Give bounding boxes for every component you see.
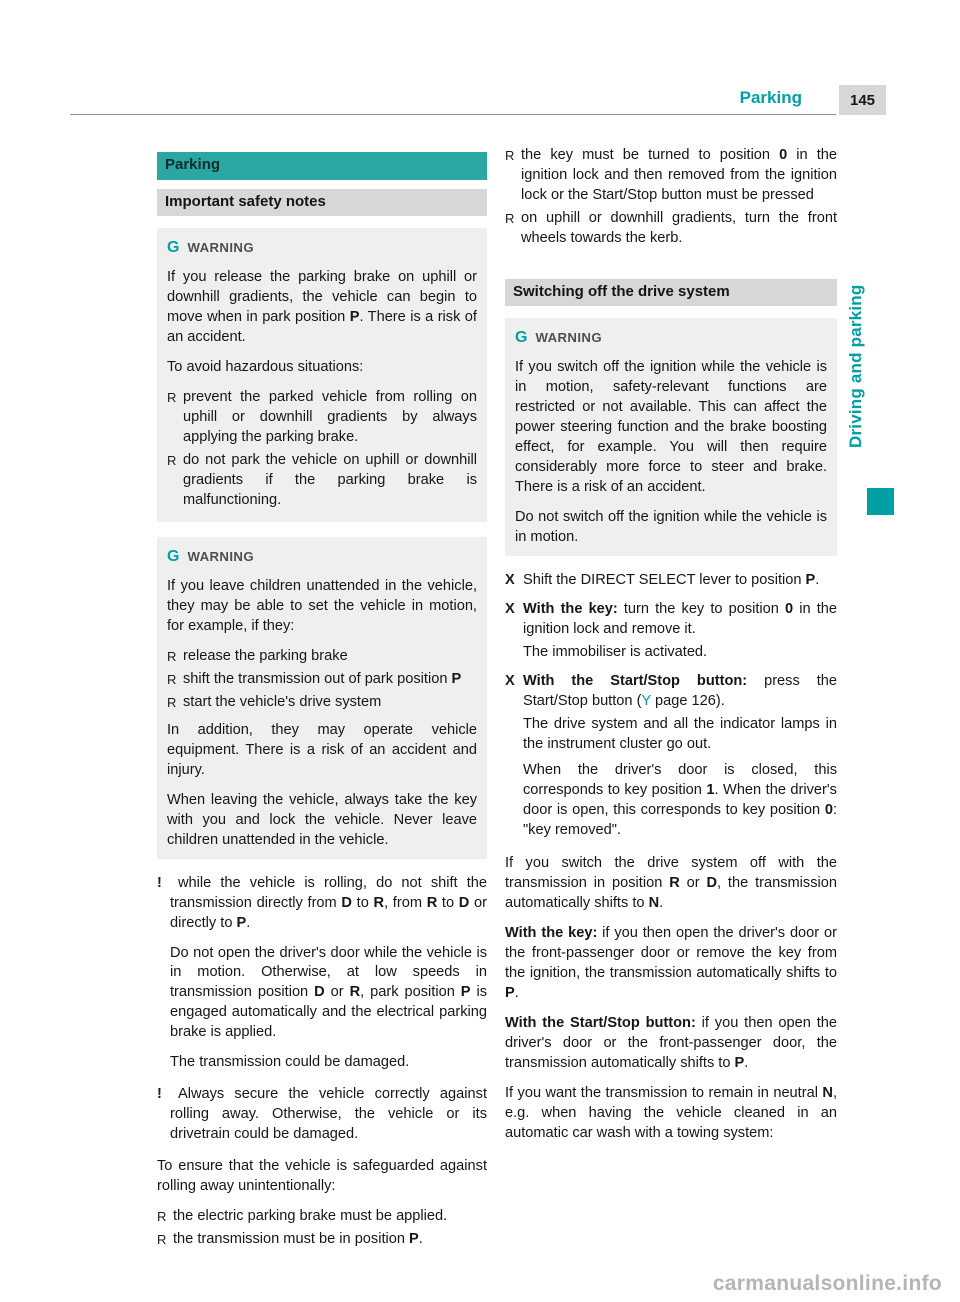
bullet-item xyxy=(505,209,837,249)
bullet-icon: R xyxy=(167,389,177,405)
step-arrow-icon: X xyxy=(505,572,515,589)
bullet-item xyxy=(167,670,477,690)
bullet-icon: R xyxy=(167,452,177,468)
bullet-icon: R xyxy=(157,1209,167,1225)
bullet-icon: R xyxy=(167,694,177,710)
bullet-item xyxy=(167,388,477,448)
step-text: With the key: turn the key to position 0 in the ignition lock and remove it. xyxy=(523,601,837,638)
bullet-icon: R xyxy=(167,671,177,687)
damage-note-rolling-away xyxy=(157,1085,487,1145)
chapter-tab-label: Driving and parking xyxy=(846,284,865,448)
step-item xyxy=(505,600,837,666)
step-arrow-icon: X xyxy=(505,601,515,618)
note-paragraph: Do not open the driver's door while the vehicle is in motion. Otherwise, at low speeds in transmission position D or R, park position P is engaged automatically and the electrical parking brake is applied. xyxy=(170,944,487,1041)
bullet-text: the key must be turned to position 0 in the ignition lock and then removed from the ignition lock or the Start/Stop button must be pressed xyxy=(521,147,837,203)
paragraph: To ensure that the vehicle is safeguarded against rolling away unintentionally: xyxy=(157,1158,487,1195)
section-title-parking: Parking xyxy=(157,152,487,180)
chapter-tab-marker xyxy=(867,488,894,515)
step-body xyxy=(523,600,837,666)
damage-note-shifting xyxy=(157,874,487,1074)
paragraph: With the key: if you then open the driver's door or the front-passenger door or remove the key from the ignition, the transmission automatically shifts to P. xyxy=(505,925,837,1001)
warning-paragraph: When leaving the vehicle, always take the key with you and lock the vehicle. Never leave children unattended in the vehicle. xyxy=(167,791,477,848)
step-item xyxy=(505,672,837,844)
warning-label: WARNING xyxy=(187,548,254,564)
bullet-text: prevent the parked vehicle from rolling on uphill or downhill gradients by always applying the parking brake. xyxy=(183,388,477,445)
warning-icon: G xyxy=(167,547,180,565)
paragraph: If you want the transmission to remain in neutral N, e.g. when having the vehicle cleaned in an automatic car wash with a towing system: xyxy=(505,1084,837,1141)
step-subtext: The drive system and all the indicator lamps in the instrument cluster go out. xyxy=(523,716,837,753)
bullet-icon: R xyxy=(505,210,515,226)
watermark: carmanualsonline.info xyxy=(712,1272,942,1295)
warning-label: WARNING xyxy=(535,330,602,346)
note-icon: ! xyxy=(157,874,162,891)
note-icon: ! xyxy=(157,1086,162,1103)
warning-icon: G xyxy=(515,329,528,347)
note-paragraph xyxy=(157,1085,487,1145)
note-paragraph: The transmission could be damaged. xyxy=(170,1054,410,1071)
procedure-steps xyxy=(505,571,837,844)
warning-paragraph: In addition, they may operate vehicle equipment. There is a risk of an accident and injury. xyxy=(167,721,477,778)
step-body xyxy=(523,571,837,594)
step-item xyxy=(505,571,837,594)
warning-paragraph: If you leave children unattended in the vehicle, they may be able to set the vehicle in motion, for example, if they: xyxy=(167,577,477,634)
paragraph: If you switch the drive system off with the transmission in position R or D, the transmission automatically shifts to N. xyxy=(505,855,837,912)
header-page-number: 145 xyxy=(839,85,886,115)
bullet-text: release the parking brake xyxy=(183,647,348,664)
bullet-text: start the vehicle's drive system xyxy=(183,693,382,710)
warning-header xyxy=(515,327,827,349)
warning-paragraph: If you release the parking brake on uphill or downhill gradients, the vehicle can begin to move when in park position P. There is a risk of an accident. xyxy=(167,269,477,345)
step-body xyxy=(523,672,837,844)
step-arrow-icon: X xyxy=(505,673,515,690)
bullet-text: do not park the vehicle on uphill or downhill gradients if the parking brake is malfunctioning. xyxy=(183,451,477,508)
bullet-text: the transmission must be in position P. xyxy=(173,1231,423,1248)
note-paragraph xyxy=(157,874,488,934)
bullet-item xyxy=(167,647,477,667)
bullet-item xyxy=(167,451,477,511)
warning-icon: G xyxy=(167,239,180,257)
note-text: while the vehicle is rolling, do not shift the transmission directly from D to R, from R to D or directly to P. xyxy=(170,874,488,931)
step-subtext: When the driver's door is closed, this corresponds to key position 1. When the driver's door is open, this corresponds to key position 0: "key removed". xyxy=(523,762,837,839)
bullet-text: the electric parking brake must be applied. xyxy=(173,1208,448,1225)
bullet-item xyxy=(157,1207,487,1227)
bullet-item xyxy=(167,693,477,713)
warning-header xyxy=(167,237,477,259)
header-rule xyxy=(70,114,836,115)
step-subtext: The immobiliser is activated. xyxy=(523,644,708,661)
left-column xyxy=(157,152,487,1253)
warning-label: WARNING xyxy=(187,240,254,256)
warning-paragraph: To avoid hazardous situations: xyxy=(167,358,364,375)
bullet-icon: R xyxy=(505,148,515,163)
warning-box-parking-brake xyxy=(157,228,487,522)
warning-box-ignition-off xyxy=(505,318,837,556)
step-text: With the Start/Stop button: press the Start/Stop button (Y page 126). xyxy=(523,673,837,710)
warning-box-children xyxy=(157,537,487,859)
warning-paragraph: If you switch off the ignition while the vehicle is in motion, safety-relevant functions are restricted or not available. This can affect the power steering function and the brake boosting effect, for example. You will then require considerably more force to steer and brake. There is a risk of an accident. xyxy=(515,359,827,496)
header-section-title: Parking xyxy=(739,88,802,107)
note-text: Always secure the vehicle correctly against rolling away. Otherwise, the vehicle or its drivetrain could be damaged. xyxy=(170,1086,487,1143)
bullet-icon: R xyxy=(157,1232,167,1248)
warning-header xyxy=(167,546,477,568)
section-title-switching-off-drive-system: Switching off the drive system xyxy=(505,279,837,307)
warning-paragraph: Do not switch off the ignition while the vehicle is in motion. xyxy=(515,509,827,546)
bullet-text: on uphill or downhill gradients, turn the front wheels towards the kerb. xyxy=(521,209,837,246)
paragraph: With the Start/Stop button: if you then open the driver's door or the front-passenger door, the transmission automatically shifts to P. xyxy=(505,1014,837,1071)
step-text: Shift the DIRECT SELECT lever to position P. xyxy=(523,572,820,589)
bullet-text: shift the transmission out of park position P xyxy=(183,670,462,687)
subsection-important-safety-notes: Important safety notes xyxy=(157,189,487,217)
bullet-item xyxy=(157,1230,487,1250)
right-column xyxy=(505,146,837,1144)
bullet-item xyxy=(505,146,837,206)
bullet-icon: R xyxy=(167,648,177,664)
